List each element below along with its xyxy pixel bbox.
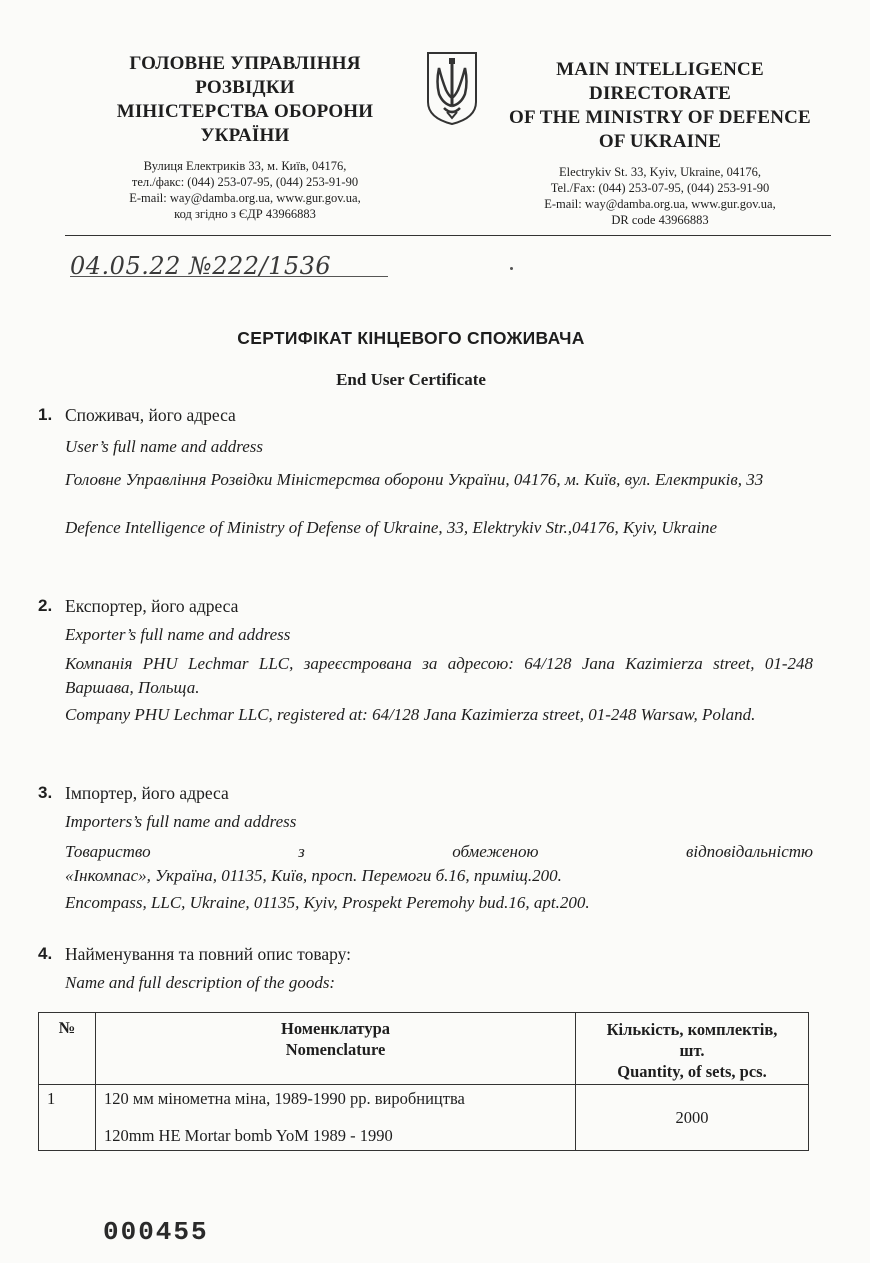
section-text-ua-line2: «Інкомпас», Україна, 01135, Київ, просп. Перемоги б.16, приміщ.200. <box>65 866 562 885</box>
ink-speck <box>510 267 513 270</box>
section-number: 2. <box>38 596 53 615</box>
contact-block-ua <box>95 158 395 222</box>
table-header-row <box>39 1013 809 1085</box>
contact-line: Вулиця Електриків 33, м. Київ, 04176, <box>143 159 347 173</box>
section-heading: Імпортер, його адреса <box>65 783 229 803</box>
contact-line: DR code 43966883 <box>611 213 709 227</box>
goods-table <box>38 1012 809 1151</box>
header-divider <box>65 235 831 236</box>
contact-block-en <box>490 164 830 228</box>
section-subheading: Importers’s full name and address <box>65 812 297 831</box>
contact-line: Tel./Fax: (044) 253-07-95, (044) 253-91-90 <box>550 181 770 195</box>
header-quantity-en: Quantity, of sets, pcs. <box>617 1062 767 1081</box>
section-heading: Експортер, його адреса <box>65 596 239 616</box>
row-description <box>96 1085 576 1151</box>
form-serial-number: 000455 <box>103 1217 209 1247</box>
section-subheading: Name and full description of the goods: <box>65 973 336 992</box>
org-name-line: РОЗВІДКИ <box>195 77 295 98</box>
header-quantity <box>576 1013 809 1085</box>
row-number: 1 <box>39 1085 96 1151</box>
org-name-line: OF UKRAINE <box>598 131 722 152</box>
section-heading: Споживач, його адреса <box>65 405 236 425</box>
document-subtitle: End User Certificate <box>336 370 486 389</box>
section-text-ua: Компанія PHU Lechmar LLC, зареєстрована за адресою: 64/128 Jana Kazimierza street, 01-248 Варшава, Польща. <box>65 654 813 697</box>
header-english <box>490 58 830 228</box>
header-nomenclature-ua: Номенклатура <box>281 1019 390 1038</box>
section-heading: Найменування та повний опис товару: <box>65 944 352 964</box>
header-ukrainian <box>95 52 395 222</box>
section-text-en: Defence Intelligence of Ministry of Defense of Ukraine, 33, Elektrykiv Str.,04176, Kyiv, Ukraine <box>65 518 718 537</box>
section-text-en: Encompass, LLC, Ukraine, 01135, Kyiv, Prospekt Peremohy bud.16, apt.200. <box>65 893 590 912</box>
contact-line: E-mail: way@damba.org.ua, www.gur.gov.ua, <box>544 197 776 211</box>
section-number: 3. <box>38 783 53 802</box>
trident-coat-of-arms-icon <box>425 50 479 126</box>
section-text-en: Company PHU Lechmar LLC, registered at: 64/128 Jana Kazimierza street, 01-248 Warsaw, Poland. <box>65 705 756 724</box>
section-number: 1. <box>38 405 53 424</box>
org-name-line: DIRECTORATE <box>589 83 731 104</box>
org-name-line: ГОЛОВНЕ УПРАВЛІННЯ <box>129 53 361 74</box>
section-subheading: Exporter’s full name and address <box>65 625 291 644</box>
header-nomenclature <box>96 1013 576 1085</box>
contact-line: Electrykiv St. 33, Kyiv, Ukraine, 04176, <box>559 165 761 179</box>
section-text-ua: Головне Управління Розвідки Міністерства оборони України, 04176, м. Київ, вул. Електриків, 33 <box>65 470 764 489</box>
row-description-en: 120mm HE Mortar bomb YoM 1989 - 1990 <box>104 1126 393 1145</box>
registration-underline <box>70 276 388 277</box>
contact-line: E-mail: way@damba.org.ua, www.gur.gov.ua, <box>129 191 361 205</box>
section-number: 4. <box>38 944 53 963</box>
row-description-ua: 120 мм мінометна міна, 1989-1990 рр. виробництва <box>104 1089 465 1108</box>
section-text-ua-line1: Товариство з обмеженою відповідальністю <box>65 842 813 861</box>
org-name-line: OF THE MINISTRY OF DEFENCE <box>509 107 811 128</box>
org-name-line: MAIN INTELLIGENCE <box>556 59 764 80</box>
header-nomenclature-en: Nomenclature <box>285 1040 386 1059</box>
org-name-line: МІНІСТЕРСТВА ОБОРОНИ <box>116 101 374 122</box>
contact-line: тел./факс: (044) 253-07-95, (044) 253-91-90 <box>131 175 359 189</box>
registration-number-handwritten: 04.05.22 №222/1536 <box>70 252 332 280</box>
header-number: № <box>39 1013 96 1085</box>
contact-line: код згідно з ЄДР 43966883 <box>174 207 316 221</box>
row-quantity: 2000 <box>576 1085 809 1151</box>
section-subheading: User’s full name and address <box>65 437 264 456</box>
table-row <box>39 1085 809 1151</box>
org-name-line: УКРАЇНИ <box>200 125 290 146</box>
header-quantity-ua-1: Кількість, комплектів, <box>606 1020 778 1039</box>
header-quantity-ua-2: шт. <box>679 1041 705 1060</box>
document-title: СЕРТИФІКАТ КІНЦЕВОГО СПОЖИВАЧА <box>237 328 585 348</box>
